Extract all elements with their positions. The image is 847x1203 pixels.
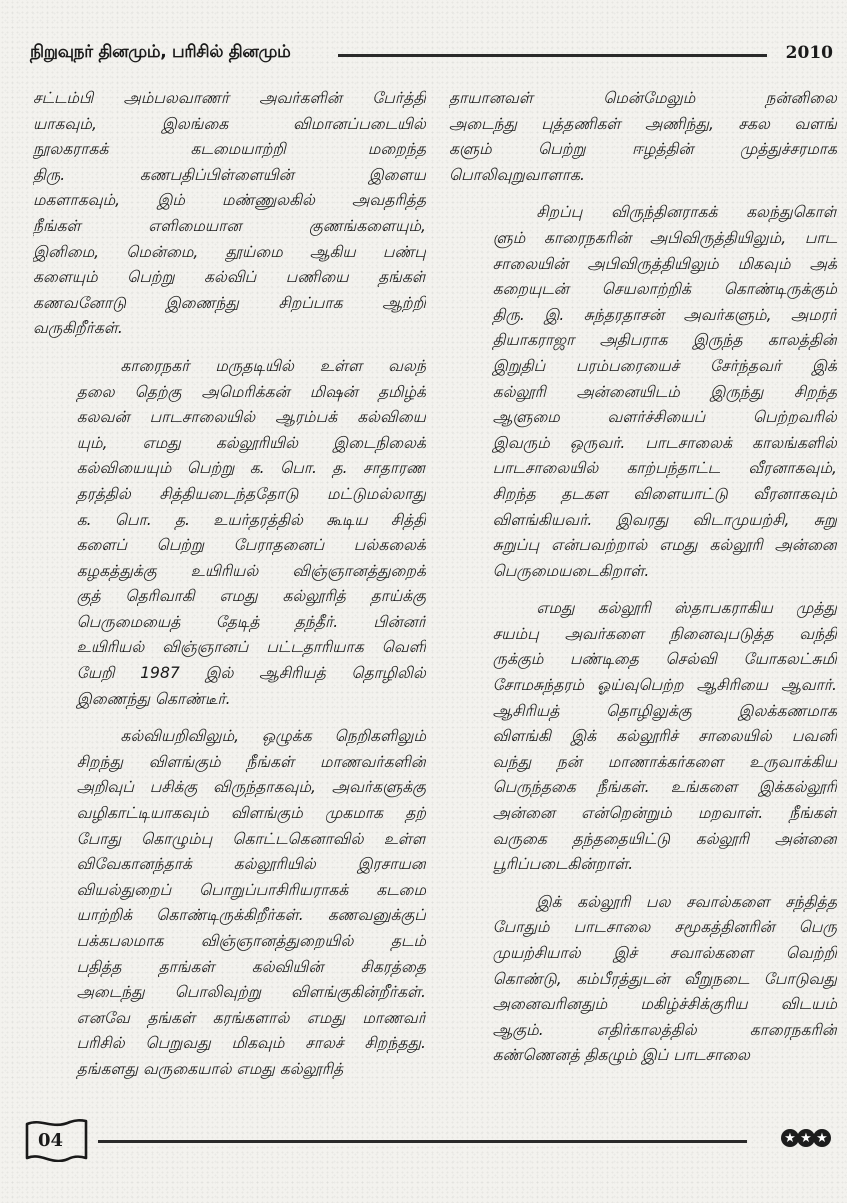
text-line: சிறப்பு விருந்தினராகக் கலந்துகொள் xyxy=(536,203,837,222)
text-line: ஆகும். எதிர்காலத்தில் காரைநகரின் xyxy=(492,1020,837,1039)
text-line: இனிமை, மென்மை, தூய்மை ஆகிய பண்பு xyxy=(33,242,426,261)
text-line: அனைவரினதும் மகிழ்ச்சிக்குரிய விடயம் xyxy=(492,995,837,1014)
text-line: கண்ணெனத் திகழும் இப் பாடசாலை xyxy=(492,1046,750,1065)
text-line: நீங்கள் எளிமையான குணங்களையும், xyxy=(33,216,426,235)
text-line: இணைந்து கொண்டீர். xyxy=(76,689,231,708)
text-line: பெருமையைத் தேடித் தந்தீர். பின்னர் xyxy=(76,612,426,631)
text-line: திரு. கணபதிப்பிள்ளையின் இளைய xyxy=(33,165,426,184)
text-line: உயிரியல் விஞ்ஞானப் பட்டதாரியாக வெளி xyxy=(76,638,426,657)
text-line: பரிசில் பெறுவது மிகவும் சாலச் சிறந்தது. xyxy=(76,1034,426,1053)
text-line: வியல்துறைப் பொறுப்பாசிரியராகக் கடமை xyxy=(76,880,426,899)
text-line: ஆசிரியத் தொழிலுக்கு இலக்கணமாக xyxy=(492,701,837,720)
paragraph xyxy=(449,86,837,188)
text-line: யும், எமது கல்லூரியில் இடைநிலைக் xyxy=(76,433,426,452)
text-line: பூரிப்படைகின்றாள். xyxy=(492,855,634,874)
text-line: களும் பெற்று ஈழத்தின் முத்துச்சரமாக xyxy=(449,140,837,159)
star-glyph: ★ xyxy=(800,1130,812,1146)
text-line: சாலையின் அபிவிருத்தியிலும் மிகவும் அக் xyxy=(492,254,837,273)
text-line: கல்வியையும் பெற்று க. பொ. த. சாதாரண xyxy=(76,459,426,478)
text-line: கலவன் பாடசாலையில் ஆரம்பக் கல்வியை xyxy=(76,408,426,427)
text-line: தரத்தில் சித்தியடைந்ததோடு மட்டுமல்லாது xyxy=(76,484,426,503)
text-line: விளங்கியவர். இவரது விடாமுயற்சி, சுறு xyxy=(492,510,837,529)
text-line: கறையுடன் செயலாற்றிக் கொண்டிருக்கும் xyxy=(492,280,837,299)
text-line: விவேகானந்தாக் கல்லூரியில் இரசாயன xyxy=(76,855,426,874)
text-line: திரு. இ. சுந்தரதாசன் அவர்களும், அமரர் xyxy=(492,305,837,324)
text-line: குத் தெரிவாகி எமது கல்லூரித் தாய்க்கு xyxy=(76,587,426,606)
text-line: ளும் காரைநகரின் அபிவிருத்தியிலும், பாட xyxy=(492,228,837,247)
text-line: இறுதிப் பரம்பரையைச் சேர்ந்தவர் இக் xyxy=(492,356,837,375)
text-line: இவரும் ஒருவர். பாடசாலைக் காலங்களில் xyxy=(492,433,837,452)
text-line: தலை தெற்கு அமெரிக்கன் மிஷன் தமிழ்க் xyxy=(76,382,426,401)
star-icon xyxy=(813,1129,831,1147)
text-line: போதும் பாடசாலை சமூகத்தினரின் பெரு xyxy=(492,918,837,937)
text-line: சிறந்து விளங்கும் நீங்கள் மாணவர்களின் xyxy=(76,752,426,771)
paragraph xyxy=(449,200,837,584)
text-line: ஆளுமை வளர்ச்சியைப் பெற்றவரில் xyxy=(492,408,837,427)
text-line: இக் கல்லூரி பல சவால்களை சந்தித்த xyxy=(536,892,837,911)
text-line: நூலகராகக் கடமையாற்றி மறைந்த xyxy=(33,140,426,159)
text-line: பாடசாலையில் காற்பந்தாட்ட வீரனாகவும், xyxy=(492,459,837,478)
text-line: கணவனோடு இணைந்து சிறப்பாக ஆற்றி xyxy=(33,293,426,312)
star-glyph: ★ xyxy=(784,1130,796,1146)
paragraph xyxy=(449,596,837,878)
text-line: அறிவுப் பசிக்கு விருந்தாகவும், அவர்களுக்கு xyxy=(76,778,426,797)
header-divider xyxy=(338,54,767,57)
text-line: வந்து நன் மாணாக்கர்களை உருவாக்கிய xyxy=(492,752,837,771)
paragraph xyxy=(449,890,837,1069)
right-column xyxy=(449,86,837,1081)
paragraph xyxy=(33,354,426,712)
page-number-badge xyxy=(24,1118,90,1162)
text-line: பெருமையடைகிறாள். xyxy=(492,561,650,580)
text-line: யாகவும், இலங்கை விமானப்படையில் xyxy=(33,114,426,133)
page-footer xyxy=(0,1118,847,1168)
text-line: சட்டம்பி அம்பலவாணர் அவர்களின் பேர்த்தி xyxy=(33,89,426,107)
star-glyph: ★ xyxy=(816,1130,828,1146)
text-line: வருகிறீர்கள். xyxy=(33,319,123,338)
text-line: எமது கல்லூரி ஸ்தாபகராகிய முத்து xyxy=(536,599,837,618)
text-line: முயற்சியால் இச் சவால்களை வெற்றி xyxy=(492,944,837,962)
text-line: சோமசுந்தரம் ஓய்வுபெற்ற ஆசிரியை ஆவார். xyxy=(492,676,837,695)
text-line: சுறுப்பு என்பவற்றால் எமது கல்லூரி அன்னை xyxy=(492,536,837,555)
text-line: தியாகராஜா அதிபராக இருந்த காலத்தின் xyxy=(492,331,837,350)
text-line: ருக்கும் பண்டிதை செல்வி யோகலட்சுமி xyxy=(492,650,837,669)
text-line: எனவே தங்கள் கரங்களால் எமது மாணவர் xyxy=(76,1008,426,1027)
text-line: காரைநகர் மருதடியில் உள்ள வலந் xyxy=(120,356,426,375)
left-column xyxy=(33,86,426,1095)
text-line: களையும் பெற்று கல்விப் பணியை தங்கள் xyxy=(33,268,426,287)
text-line: வழிகாட்டியாகவும் விளங்கும் முகமாக தற் xyxy=(76,804,426,823)
text-line: களைப் பெற்று பேராதனைப் பல்கலைக் xyxy=(76,536,426,555)
text-line: அடைந்து புத்தணிகள் அணிந்து, சகல வளங் xyxy=(449,114,837,133)
text-line: மகளாகவும், இம் மண்ணுலகில் அவதரித்த xyxy=(33,191,426,210)
paragraph xyxy=(33,724,426,1082)
star-ornament xyxy=(783,1129,831,1147)
text-line: பக்கபலமாக விஞ்ஞானத்துறையில் தடம் xyxy=(76,932,426,950)
text-line: பதித்த தாங்கள் கல்வியின் சிகரத்தை xyxy=(76,957,426,976)
page-number: 04 xyxy=(38,1130,64,1151)
text-line: கொண்டு, கம்பீரத்துடன் வீறுநடை போடுவது xyxy=(492,969,837,988)
footer-divider xyxy=(98,1140,747,1143)
text-line: அன்னை என்றென்றும் மறவாள். நீங்கள் xyxy=(492,804,837,823)
header-year: 2010 xyxy=(785,43,833,63)
text-line: கழகத்துக்கு உயிரியல் விஞ்ஞானத்துறைக் xyxy=(76,561,426,580)
text-line: வருகை தந்ததையிட்டு கல்லூரி அன்னை xyxy=(492,829,837,848)
text-line: கல்லூரி அன்னையிடம் இருந்து சிறந்த xyxy=(492,382,837,401)
text-line: பொலிவுறுவாளாக. xyxy=(449,165,585,184)
page-header xyxy=(0,34,847,74)
text-line: க. பொ. த. உயர்தரத்தில் கூடிய சித்தி xyxy=(76,510,426,529)
text-line: கல்வியறிவிலும், ஒழுக்க நெறிகளிலும் xyxy=(120,727,426,746)
paragraph xyxy=(33,86,426,342)
header-title: நிறுவுநர் தினமும், பரிசில் தினமும் xyxy=(30,42,291,62)
text-line: விளங்கி இக் கல்லூரிச் சாலையில் பவனி xyxy=(492,727,837,746)
text-line: தங்களது வருகையால் எமது கல்லூரித் xyxy=(76,1059,344,1078)
text-line: தாயானவள் மென்மேலும் நன்னிலை xyxy=(449,89,837,107)
text-line: போது கொழும்பு கொட்டகெனாவில் உள்ள xyxy=(76,829,426,848)
text-line: சிறந்த தடகள விளையாட்டு வீரனாகவும் xyxy=(492,484,837,503)
text-line: யாற்றிக் கொண்டிருக்கிறீர்கள். கணவனுக்குப் xyxy=(76,906,426,925)
text-line: சயம்பு அவர்களை நினைவுபடுத்த வந்தி xyxy=(492,624,837,643)
text-line: பெருந்தகை நீங்கள். உங்களை இக்கல்லூரி xyxy=(492,778,837,797)
text-line: யேறி 1987 இல் ஆசிரியத் தொழிலில் xyxy=(76,664,426,683)
text-line: அடைந்து பொலிவுற்று விளங்குகின்றீர்கள். xyxy=(76,983,426,1002)
